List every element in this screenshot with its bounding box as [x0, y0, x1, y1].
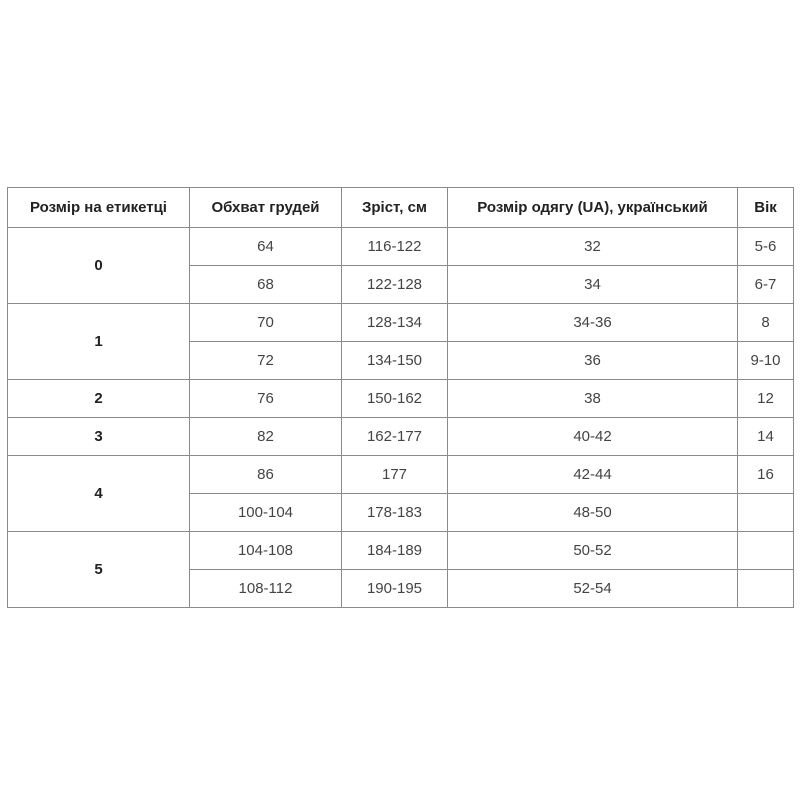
chest-cell: 64 — [190, 228, 342, 266]
chest-cell: 100-104 — [190, 494, 342, 532]
age-cell: 14 — [738, 418, 794, 456]
age-cell: 8 — [738, 304, 794, 342]
chest-cell: 68 — [190, 266, 342, 304]
ua-size-cell: 38 — [448, 380, 738, 418]
table-row — [8, 380, 794, 418]
header-ua-size: Розмір одягу (UA), український — [448, 188, 738, 228]
height-cell: 116-122 — [342, 228, 448, 266]
ua-size-cell: 52-54 — [448, 570, 738, 608]
age-cell: 5-6 — [738, 228, 794, 266]
height-cell: 184-189 — [342, 532, 448, 570]
chest-cell: 104-108 — [190, 532, 342, 570]
height-cell: 134-150 — [342, 342, 448, 380]
ua-size-cell: 50-52 — [448, 532, 738, 570]
chest-cell: 82 — [190, 418, 342, 456]
height-cell: 122-128 — [342, 266, 448, 304]
table-header — [8, 188, 794, 228]
chest-cell: 108-112 — [190, 570, 342, 608]
chest-cell: 72 — [190, 342, 342, 380]
chest-cell: 86 — [190, 456, 342, 494]
header-row — [8, 188, 794, 228]
height-cell: 177 — [342, 456, 448, 494]
ua-size-cell: 48-50 — [448, 494, 738, 532]
age-cell: 6-7 — [738, 266, 794, 304]
ua-size-cell: 36 — [448, 342, 738, 380]
height-cell: 150-162 — [342, 380, 448, 418]
height-cell: 190-195 — [342, 570, 448, 608]
table-row — [8, 304, 794, 342]
table-row — [8, 228, 794, 266]
size-label-cell: 5 — [8, 532, 190, 608]
ua-size-cell: 40-42 — [448, 418, 738, 456]
header-chest: Обхват грудей — [190, 188, 342, 228]
size-chart-table — [7, 187, 794, 608]
header-age: Вік — [738, 188, 794, 228]
size-label-cell: 1 — [8, 304, 190, 380]
size-label-cell: 3 — [8, 418, 190, 456]
age-cell — [738, 570, 794, 608]
height-cell: 162-177 — [342, 418, 448, 456]
ua-size-cell: 34-36 — [448, 304, 738, 342]
ua-size-cell: 32 — [448, 228, 738, 266]
age-cell: 16 — [738, 456, 794, 494]
chest-cell: 70 — [190, 304, 342, 342]
age-cell — [738, 532, 794, 570]
size-label-cell: 0 — [8, 228, 190, 304]
header-label-size: Розмір на етикетці — [8, 188, 190, 228]
chest-cell: 76 — [190, 380, 342, 418]
height-cell: 128-134 — [342, 304, 448, 342]
header-height: Зріст, см — [342, 188, 448, 228]
ua-size-cell: 42-44 — [448, 456, 738, 494]
age-cell: 12 — [738, 380, 794, 418]
table-row — [8, 418, 794, 456]
height-cell: 178-183 — [342, 494, 448, 532]
age-cell — [738, 494, 794, 532]
table-row — [8, 456, 794, 494]
table-body — [8, 228, 794, 608]
size-label-cell: 2 — [8, 380, 190, 418]
table-row — [8, 532, 794, 570]
size-label-cell: 4 — [8, 456, 190, 532]
age-cell: 9-10 — [738, 342, 794, 380]
ua-size-cell: 34 — [448, 266, 738, 304]
